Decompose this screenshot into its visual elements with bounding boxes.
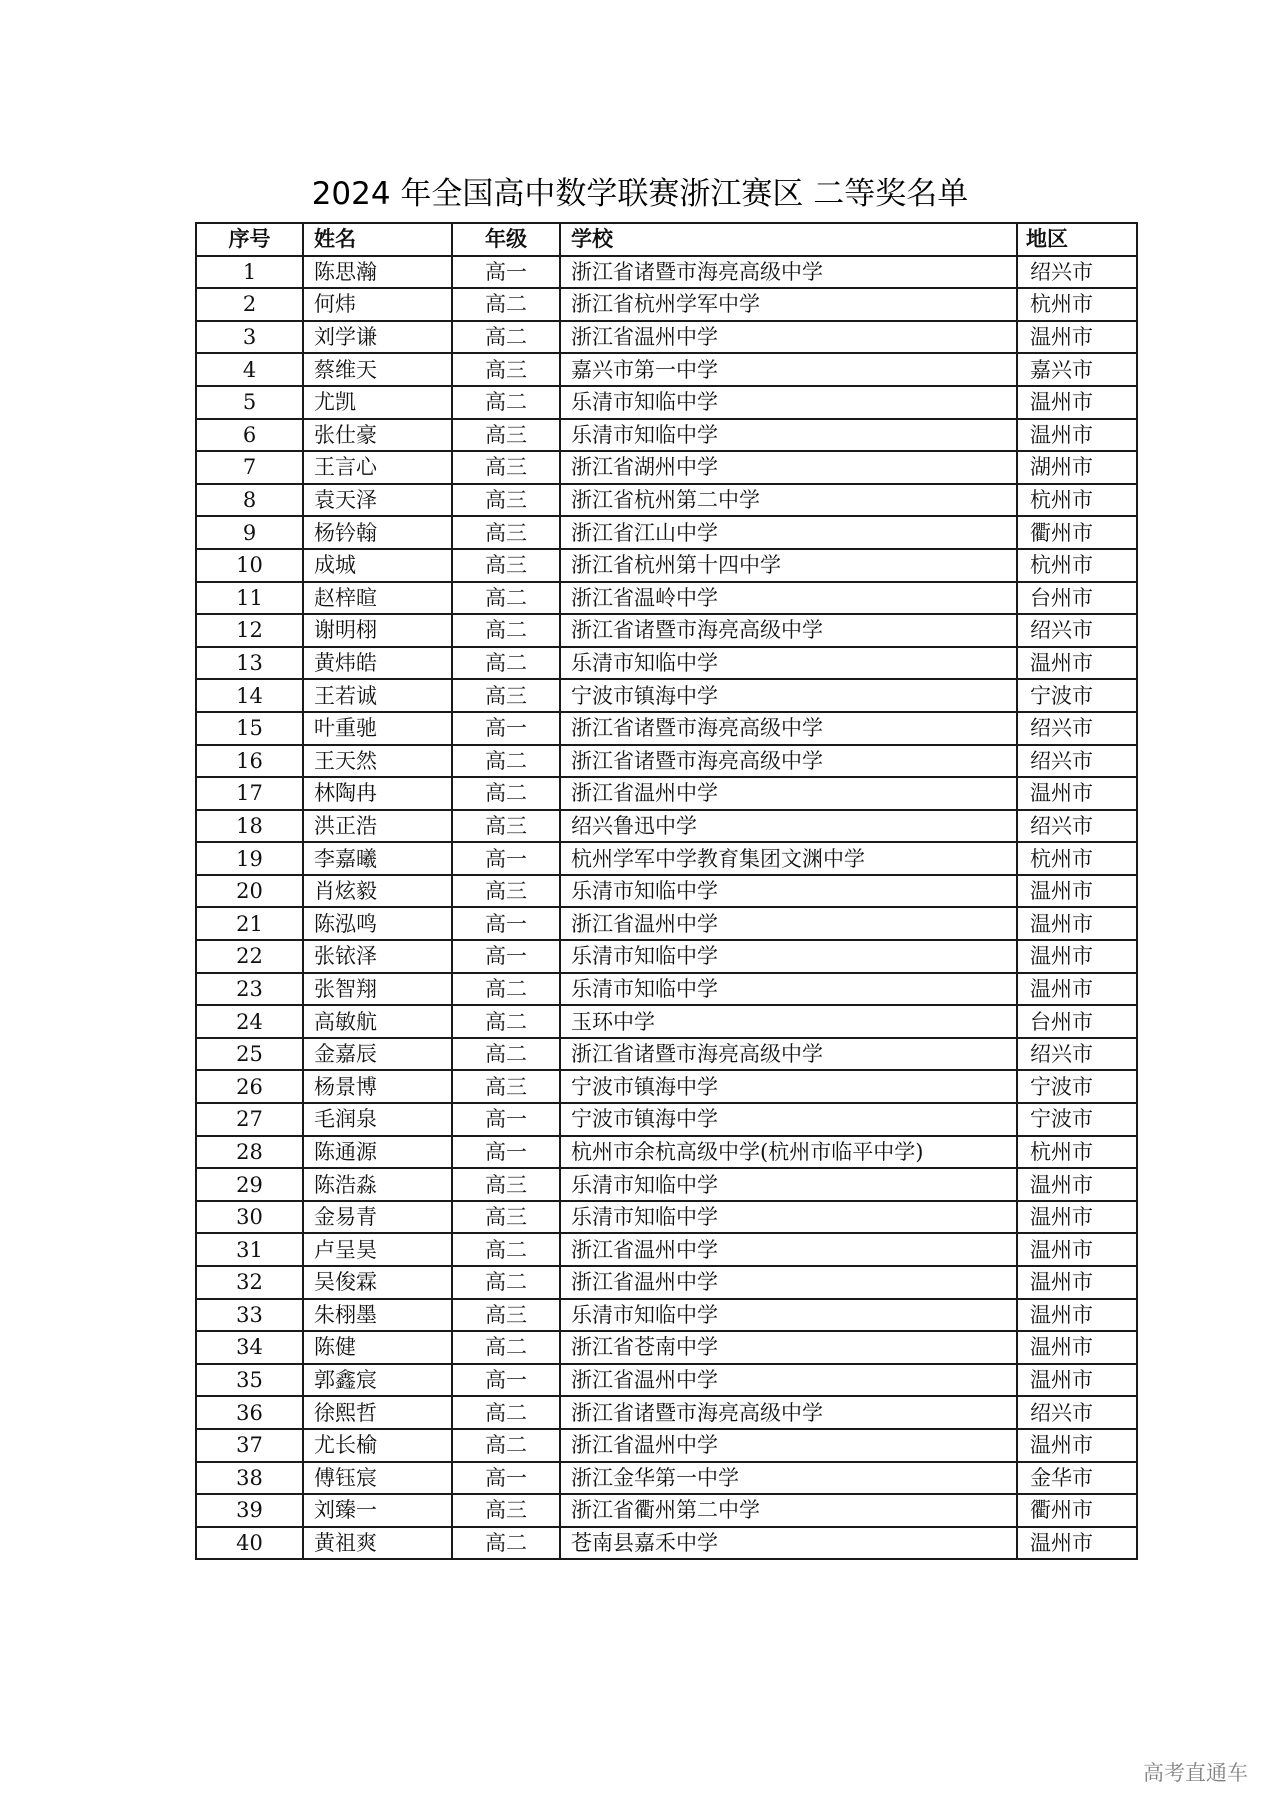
- cell-seq: 28: [196, 1136, 303, 1169]
- cell-seq: 11: [196, 582, 303, 615]
- cell-grade: 高三: [452, 1070, 560, 1103]
- table-row: [196, 353, 1137, 386]
- cell-seq: 15: [196, 712, 303, 745]
- cell-seq: 2: [196, 288, 303, 321]
- cell-region: 杭州市: [1017, 842, 1137, 875]
- cell-grade: 高一: [452, 842, 560, 875]
- cell-name: 毛润泉: [303, 1103, 452, 1136]
- cell-region: 温州市: [1017, 1429, 1137, 1462]
- cell-region: 温州市: [1017, 907, 1137, 940]
- cell-grade: 高二: [452, 582, 560, 615]
- cell-region: 衢州市: [1017, 516, 1137, 549]
- cell-school: 乐清市知临中学: [560, 1299, 1017, 1332]
- cell-seq: 4: [196, 353, 303, 386]
- cell-region: 温州市: [1017, 1266, 1137, 1299]
- cell-region: 杭州市: [1017, 1136, 1137, 1169]
- cell-region: 绍兴市: [1017, 256, 1137, 289]
- cell-name: 陈浩淼: [303, 1168, 452, 1201]
- cell-grade: 高三: [452, 1168, 560, 1201]
- table-row: [196, 1299, 1137, 1332]
- cell-region: 绍兴市: [1017, 1396, 1137, 1429]
- cell-region: 杭州市: [1017, 484, 1137, 517]
- cell-seq: 13: [196, 647, 303, 680]
- cell-school: 浙江省诸暨市海亮高级中学: [560, 256, 1017, 289]
- cell-region: 宁波市: [1017, 1103, 1137, 1136]
- cell-grade: 高二: [452, 1331, 560, 1364]
- cell-school: 浙江省衢州第二中学: [560, 1494, 1017, 1527]
- cell-name: 谢明栩: [303, 614, 452, 647]
- cell-name: 袁天泽: [303, 484, 452, 517]
- cell-seq: 27: [196, 1103, 303, 1136]
- table-row: [196, 386, 1137, 419]
- cell-name: 杨钤翰: [303, 516, 452, 549]
- cell-region: 温州市: [1017, 875, 1137, 908]
- table-row: [196, 679, 1137, 712]
- cell-school: 乐清市知临中学: [560, 419, 1017, 452]
- cell-grade: 高二: [452, 777, 560, 810]
- cell-seq: 16: [196, 745, 303, 778]
- table-row: [196, 1233, 1137, 1266]
- cell-seq: 31: [196, 1233, 303, 1266]
- cell-seq: 30: [196, 1201, 303, 1234]
- cell-school: 宁波市镇海中学: [560, 679, 1017, 712]
- cell-region: 杭州市: [1017, 288, 1137, 321]
- cell-name: 郭鑫宸: [303, 1364, 452, 1397]
- cell-name: 傅钰宸: [303, 1462, 452, 1495]
- cell-seq: 38: [196, 1462, 303, 1495]
- cell-name: 尤凯: [303, 386, 452, 419]
- cell-name: 何炜: [303, 288, 452, 321]
- table-header-row: [196, 223, 1137, 256]
- cell-school: 浙江省江山中学: [560, 516, 1017, 549]
- cell-region: 绍兴市: [1017, 1038, 1137, 1071]
- table-row: [196, 1103, 1137, 1136]
- cell-grade: 高三: [452, 484, 560, 517]
- cell-name: 赵梓暄: [303, 582, 452, 615]
- cell-seq: 7: [196, 451, 303, 484]
- table-row: [196, 1201, 1137, 1234]
- header-school: 学校: [560, 223, 1017, 256]
- cell-grade: 高三: [452, 549, 560, 582]
- cell-school: 浙江省温州中学: [560, 907, 1017, 940]
- cell-region: 杭州市: [1017, 549, 1137, 582]
- header-grade: 年级: [452, 223, 560, 256]
- table-row: [196, 1136, 1137, 1169]
- cell-school: 浙江省杭州第二中学: [560, 484, 1017, 517]
- cell-name: 蔡维天: [303, 353, 452, 386]
- cell-school: 乐清市知临中学: [560, 1168, 1017, 1201]
- cell-grade: 高一: [452, 1136, 560, 1169]
- table-row: [196, 549, 1137, 582]
- cell-seq: 25: [196, 1038, 303, 1071]
- cell-seq: 33: [196, 1299, 303, 1332]
- cell-grade: 高三: [452, 1494, 560, 1527]
- cell-seq: 36: [196, 1396, 303, 1429]
- cell-school: 乐清市知临中学: [560, 647, 1017, 680]
- cell-grade: 高三: [452, 516, 560, 549]
- cell-region: 嘉兴市: [1017, 353, 1137, 386]
- cell-region: 温州市: [1017, 1168, 1137, 1201]
- table-row: [196, 1168, 1137, 1201]
- cell-region: 温州市: [1017, 973, 1137, 1006]
- table-row: [196, 256, 1137, 289]
- cell-seq: 19: [196, 842, 303, 875]
- cell-seq: 24: [196, 1005, 303, 1038]
- cell-grade: 高三: [452, 1299, 560, 1332]
- cell-grade: 高二: [452, 1396, 560, 1429]
- cell-grade: 高二: [452, 614, 560, 647]
- cell-school: 宁波市镇海中学: [560, 1070, 1017, 1103]
- cell-region: 绍兴市: [1017, 745, 1137, 778]
- cell-grade: 高二: [452, 1038, 560, 1071]
- cell-grade: 高二: [452, 1429, 560, 1462]
- cell-school: 乐清市知临中学: [560, 386, 1017, 419]
- header-seq: 序号: [196, 223, 303, 256]
- header-region: 地区: [1017, 223, 1137, 256]
- cell-school: 乐清市知临中学: [560, 1201, 1017, 1234]
- cell-name: 李嘉曦: [303, 842, 452, 875]
- table-row: [196, 516, 1137, 549]
- cell-name: 朱栩墨: [303, 1299, 452, 1332]
- cell-school: 浙江省杭州第十四中学: [560, 549, 1017, 582]
- cell-name: 陈通源: [303, 1136, 452, 1169]
- cell-name: 高敏航: [303, 1005, 452, 1038]
- document-title-text: 2024 年全国高中数学联赛浙江赛区 二等奖名单: [311, 176, 969, 212]
- cell-seq: 8: [196, 484, 303, 517]
- cell-grade: 高一: [452, 1364, 560, 1397]
- cell-grade: 高三: [452, 810, 560, 843]
- table-row: [196, 1396, 1137, 1429]
- cell-school: 浙江省温州中学: [560, 1364, 1017, 1397]
- cell-grade: 高一: [452, 712, 560, 745]
- table-row: [196, 712, 1137, 745]
- cell-seq: 23: [196, 973, 303, 1006]
- cell-name: 王若诚: [303, 679, 452, 712]
- cell-grade: 高二: [452, 288, 560, 321]
- table-row: [196, 1038, 1137, 1071]
- table-row: [196, 810, 1137, 843]
- cell-seq: 6: [196, 419, 303, 452]
- table-row: [196, 484, 1137, 517]
- cell-grade: 高三: [452, 451, 560, 484]
- cell-grade: 高二: [452, 745, 560, 778]
- cell-region: 温州市: [1017, 386, 1137, 419]
- cell-school: 玉环中学: [560, 1005, 1017, 1038]
- cell-region: 温州市: [1017, 1527, 1137, 1560]
- cell-grade: 高三: [452, 875, 560, 908]
- cell-seq: 37: [196, 1429, 303, 1462]
- cell-region: 绍兴市: [1017, 810, 1137, 843]
- cell-grade: 高三: [452, 679, 560, 712]
- cell-grade: 高二: [452, 1527, 560, 1560]
- cell-region: 温州市: [1017, 1299, 1137, 1332]
- cell-region: 台州市: [1017, 582, 1137, 615]
- cell-seq: 9: [196, 516, 303, 549]
- table-row: [196, 745, 1137, 778]
- cell-name: 张仕豪: [303, 419, 452, 452]
- cell-seq: 18: [196, 810, 303, 843]
- cell-region: 金华市: [1017, 1462, 1137, 1495]
- cell-grade: 高一: [452, 1103, 560, 1136]
- cell-region: 宁波市: [1017, 1070, 1137, 1103]
- cell-school: 浙江省诸暨市海亮高级中学: [560, 1396, 1017, 1429]
- cell-seq: 35: [196, 1364, 303, 1397]
- cell-seq: 14: [196, 679, 303, 712]
- cell-name: 尤长榆: [303, 1429, 452, 1462]
- cell-seq: 22: [196, 940, 303, 973]
- cell-school: 浙江省温州中学: [560, 321, 1017, 354]
- cell-name: 陈思瀚: [303, 256, 452, 289]
- cell-region: 温州市: [1017, 940, 1137, 973]
- cell-seq: 1: [196, 256, 303, 289]
- cell-name: 洪正浩: [303, 810, 452, 843]
- cell-region: 温州市: [1017, 777, 1137, 810]
- watermark: 高考直通车: [1143, 1761, 1248, 1785]
- cell-school: 浙江省诸暨市海亮高级中学: [560, 712, 1017, 745]
- table-row: [196, 1266, 1137, 1299]
- cell-grade: 高一: [452, 1462, 560, 1495]
- cell-seq: 26: [196, 1070, 303, 1103]
- cell-grade: 高三: [452, 353, 560, 386]
- cell-school: 乐清市知临中学: [560, 875, 1017, 908]
- header-name: 姓名: [303, 223, 452, 256]
- table-row: [196, 1462, 1137, 1495]
- cell-region: 衢州市: [1017, 1494, 1137, 1527]
- table-row: [196, 288, 1137, 321]
- cell-school: 浙江省湖州中学: [560, 451, 1017, 484]
- cell-region: 湖州市: [1017, 451, 1137, 484]
- cell-seq: 34: [196, 1331, 303, 1364]
- cell-name: 金嘉辰: [303, 1038, 452, 1071]
- cell-grade: 高三: [452, 1201, 560, 1234]
- cell-seq: 29: [196, 1168, 303, 1201]
- cell-name: 叶重驰: [303, 712, 452, 745]
- award-list-table: [195, 222, 1138, 1560]
- cell-region: 温州市: [1017, 647, 1137, 680]
- table-row: [196, 973, 1137, 1006]
- cell-school: 乐清市知临中学: [560, 940, 1017, 973]
- cell-grade: 高三: [452, 419, 560, 452]
- cell-name: 杨景博: [303, 1070, 452, 1103]
- cell-grade: 高二: [452, 647, 560, 680]
- cell-grade: 高一: [452, 940, 560, 973]
- cell-school: 浙江省温州中学: [560, 1233, 1017, 1266]
- cell-seq: 17: [196, 777, 303, 810]
- cell-seq: 10: [196, 549, 303, 582]
- cell-school: 浙江省温州中学: [560, 777, 1017, 810]
- cell-grade: 高二: [452, 321, 560, 354]
- table-row: [196, 614, 1137, 647]
- cell-school: 宁波市镇海中学: [560, 1103, 1017, 1136]
- cell-name: 卢呈昊: [303, 1233, 452, 1266]
- cell-seq: 40: [196, 1527, 303, 1560]
- table-row: [196, 1005, 1137, 1038]
- cell-name: 林陶冉: [303, 777, 452, 810]
- cell-name: 黄炜皓: [303, 647, 452, 680]
- cell-region: 温州市: [1017, 1331, 1137, 1364]
- cell-name: 张铱泽: [303, 940, 452, 973]
- cell-name: 吴俊霖: [303, 1266, 452, 1299]
- cell-grade: 高一: [452, 907, 560, 940]
- cell-school: 杭州市余杭高级中学(杭州市临平中学): [560, 1136, 1017, 1169]
- cell-region: 绍兴市: [1017, 712, 1137, 745]
- cell-name: 成城: [303, 549, 452, 582]
- cell-school: 浙江省苍南中学: [560, 1331, 1017, 1364]
- table-row: [196, 321, 1137, 354]
- table-row: [196, 647, 1137, 680]
- table-row: [196, 1494, 1137, 1527]
- table-row: [196, 419, 1137, 452]
- cell-school: 乐清市知临中学: [560, 973, 1017, 1006]
- cell-school: 绍兴鲁迅中学: [560, 810, 1017, 843]
- cell-school: 浙江金华第一中学: [560, 1462, 1017, 1495]
- cell-grade: 高二: [452, 386, 560, 419]
- cell-name: 刘学谦: [303, 321, 452, 354]
- cell-school: 浙江省诸暨市海亮高级中学: [560, 1038, 1017, 1071]
- cell-school: 苍南县嘉禾中学: [560, 1527, 1017, 1560]
- cell-name: 陈泓鸣: [303, 907, 452, 940]
- table-row: [196, 875, 1137, 908]
- cell-name: 金易青: [303, 1201, 452, 1234]
- table-row: [196, 1331, 1137, 1364]
- cell-seq: 5: [196, 386, 303, 419]
- document-title: [0, 168, 1280, 213]
- table-row: [196, 940, 1137, 973]
- table-row: [196, 582, 1137, 615]
- cell-name: 王天然: [303, 745, 452, 778]
- table-row: [196, 777, 1137, 810]
- cell-name: 刘臻一: [303, 1494, 452, 1527]
- cell-seq: 12: [196, 614, 303, 647]
- cell-grade: 高二: [452, 1233, 560, 1266]
- cell-region: 温州市: [1017, 1233, 1137, 1266]
- cell-grade: 高一: [452, 256, 560, 289]
- cell-name: 徐熙哲: [303, 1396, 452, 1429]
- cell-school: 浙江省诸暨市海亮高级中学: [560, 614, 1017, 647]
- table-row: [196, 1527, 1137, 1560]
- table-row: [196, 1429, 1137, 1462]
- cell-seq: 39: [196, 1494, 303, 1527]
- cell-school: 浙江省诸暨市海亮高级中学: [560, 745, 1017, 778]
- cell-region: 台州市: [1017, 1005, 1137, 1038]
- cell-school: 嘉兴市第一中学: [560, 353, 1017, 386]
- cell-name: 张智翔: [303, 973, 452, 1006]
- cell-grade: 高二: [452, 1266, 560, 1299]
- cell-name: 黄祖爽: [303, 1527, 452, 1560]
- cell-region: 绍兴市: [1017, 614, 1137, 647]
- cell-seq: 21: [196, 907, 303, 940]
- cell-name: 陈健: [303, 1331, 452, 1364]
- cell-region: 宁波市: [1017, 679, 1137, 712]
- cell-school: 浙江省温州中学: [560, 1266, 1017, 1299]
- cell-seq: 3: [196, 321, 303, 354]
- cell-seq: 32: [196, 1266, 303, 1299]
- table-row: [196, 842, 1137, 875]
- cell-name: 肖炫毅: [303, 875, 452, 908]
- cell-name: 王言心: [303, 451, 452, 484]
- cell-school: 浙江省温岭中学: [560, 582, 1017, 615]
- cell-seq: 20: [196, 875, 303, 908]
- table-row: [196, 1070, 1137, 1103]
- cell-school: 浙江省杭州学军中学: [560, 288, 1017, 321]
- cell-school: 杭州学军中学教育集团文渊中学: [560, 842, 1017, 875]
- cell-region: 温州市: [1017, 1201, 1137, 1234]
- cell-region: 温州市: [1017, 1364, 1137, 1397]
- cell-school: 浙江省温州中学: [560, 1429, 1017, 1462]
- cell-region: 温州市: [1017, 321, 1137, 354]
- table-row: [196, 907, 1137, 940]
- cell-grade: 高二: [452, 973, 560, 1006]
- table-row: [196, 1364, 1137, 1397]
- table-row: [196, 451, 1137, 484]
- cell-region: 温州市: [1017, 419, 1137, 452]
- table-body: [196, 256, 1137, 1560]
- cell-grade: 高二: [452, 1005, 560, 1038]
